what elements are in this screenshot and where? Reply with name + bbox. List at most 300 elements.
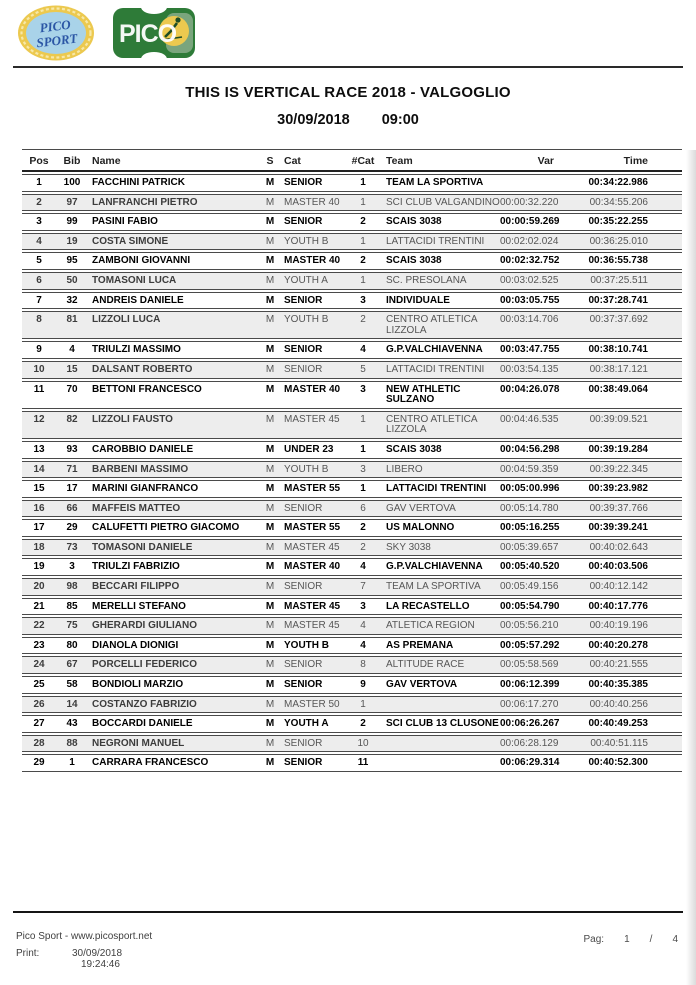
cell-category-rank: 6 [360,502,366,514]
cell-gap: 00:05:56.210 [500,620,559,632]
cell-sex: M [265,294,275,306]
cell-category-rank: 2 [360,255,366,267]
cell-position: 28 [33,737,45,749]
cell-category: YOUTH B [284,314,329,326]
cell-team: LIBERO [386,463,423,475]
cell-category-rank: 2 [360,216,366,228]
cell-gap: 00:05:57.292 [500,639,560,651]
cell-bib: 19 [66,235,78,247]
cell-time: 00:39:37.766 [589,502,648,514]
pico-sport-logo [16,4,96,62]
cell-time: 00:40:21.555 [589,659,648,671]
cell-time: 00:38:10.741 [588,344,648,356]
table-row [22,311,682,339]
cell-team: ATLETICA REGION [386,620,475,632]
logo-row [0,0,696,64]
cell-gap: 00:06:29.314 [500,757,560,769]
cell-athlete-name: COSTANZO FABRIZIO [92,698,197,710]
cell-category: UNDER 23 [284,443,334,455]
cell-team: LATTACIDI TRENTINI [386,363,485,375]
header-cell-name: Name [92,155,121,167]
cell-category: MASTER 45 [284,620,340,632]
cell-position: 9 [36,344,42,356]
cell-gap: 00:05:54.790 [500,600,560,612]
table-row [22,341,682,359]
cell-category: SENIOR [284,757,323,769]
header-cell-ncat: #Cat [351,155,375,167]
cell-category-rank: 8 [360,659,366,671]
cell-time: 00:34:22.986 [588,177,648,188]
cell-category-rank: 1 [360,413,366,425]
cell-sex: M [265,639,275,651]
cell-category: SENIOR [284,177,323,188]
cell-category: MASTER 55 [284,483,341,495]
cell-team: SKY 3038 [386,541,431,553]
cell-gap: 00:06:26.267 [500,718,560,730]
cell-athlete-name: NEGRONI MANUEL [92,737,185,749]
table-row [22,578,682,596]
cell-position: 8 [36,314,42,326]
table-row [22,480,682,498]
cell-position: 13 [33,443,45,455]
cell-bib: 17 [66,483,78,495]
cell-position: 16 [33,502,45,514]
cell-time: 00:40:02.643 [589,541,648,553]
cell-gap: 00:04:46.535 [500,413,559,425]
footer-page-total: 4 [672,934,678,945]
cell-team: ALTITUDE RACE [386,659,465,671]
cell-gap: 00:05:39.657 [500,541,559,553]
cell-team: CENTRO ATLETICA LIZZOLA [386,314,477,336]
cell-team [384,699,500,700]
cell-time: 00:39:19.284 [588,443,648,455]
cell-time: 00:39:09.521 [589,413,648,425]
footer-page-indicator [584,934,678,945]
cell-bib: 81 [66,314,78,326]
table-row [22,500,682,518]
cell-category: YOUTH A [284,274,328,286]
cell-sex: M [265,483,275,495]
race-start-time: 09:00 [381,112,419,128]
cell-sex: M [265,620,275,632]
cell-time: 00:39:22.345 [589,463,648,475]
cell-time: 00:37:37.692 [589,314,648,326]
cell-sex: M [265,196,275,208]
cell-gap: 00:05:14.780 [500,502,559,514]
cell-position: 11 [33,383,45,395]
cell-bib: 99 [66,216,78,228]
cell-category-rank: 2 [360,522,366,534]
logo-text-line2: SPORT [35,30,79,51]
cell-category-rank: 4 [360,561,366,573]
cell-athlete-name: BECCARI FILIPPO [92,581,180,593]
cell-gap: 00:02:32.752 [500,255,560,267]
pico-club-logo [112,4,196,62]
cell-athlete-name: COSTA SIMONE [92,235,169,247]
cell-category: MASTER 50 [284,698,340,710]
cell-category-rank: 1 [360,235,366,247]
cell-position: 20 [33,581,45,593]
cell-sex: M [265,502,275,514]
cell-bib: 1 [69,757,75,769]
cell-team: GAV VERTOVA [386,679,458,691]
header-cell-sex: S [266,155,274,167]
cell-bib: 43 [66,718,78,730]
cell-position: 21 [33,600,45,612]
header-cell-time: Time [623,155,648,167]
cell-sex: M [265,344,275,356]
cell-position: 2 [36,196,42,208]
cell-team: SCI CLUB 13 CLUSONE [386,718,499,730]
cell-category: MASTER 40 [284,383,341,395]
table-row [22,696,682,714]
cell-bib: 73 [66,541,78,553]
cell-bib: 50 [66,274,78,286]
cell-time: 00:40:17.776 [588,600,648,612]
footer-company: Pico Sport - www.picosport.net [16,931,153,942]
table-row [22,292,682,310]
cell-gap: 00:06:28.129 [500,737,559,749]
cell-team: SCAIS 3038 [386,216,442,228]
cell-time: 00:39:39.241 [588,522,648,534]
cell-bib: 88 [66,737,78,749]
skier-head [175,17,180,22]
footer-print-time: 19:24:46 [81,959,120,970]
table-row [22,411,682,439]
table-row [22,735,682,753]
cell-athlete-name: BONDIOLI MARZIO [92,679,184,691]
cell-category-rank: 7 [360,581,366,593]
cell-category-rank: 11 [357,757,369,769]
cell-position: 24 [33,659,45,671]
cell-gap: 00:04:26.078 [500,383,560,395]
cell-category: MASTER 45 [284,541,340,553]
cell-time: 00:40:12.142 [589,581,648,593]
cell-gap: 00:03:05.755 [500,294,560,306]
cell-position: 12 [33,413,45,425]
cell-category: SENIOR [284,581,323,593]
cell-position: 17 [33,522,45,534]
cell-category: SENIOR [284,679,323,691]
cell-sex: M [265,561,275,573]
cell-sex: M [265,737,275,749]
cell-team: NEW ATHLETIC SULZANO [386,383,461,406]
cell-gap: 00:03:14.706 [500,314,559,326]
cell-category: SENIOR [284,737,323,749]
page-title: THIS IS VERTICAL RACE 2018 - VALGOGLIO [185,84,511,101]
cell-bib: 58 [66,679,78,691]
cell-gap: 00:03:02.525 [500,274,559,286]
cell-athlete-name: MERELLI STEFANO [92,600,186,612]
cell-time: 00:36:55.738 [588,255,648,267]
footer-print-date: 30/09/2018 [72,948,123,959]
cell-athlete-name: MAFFEIS MATTEO [92,502,181,514]
cell-athlete-name: ZAMBONI GIOVANNI [92,255,191,267]
table-row [22,361,682,379]
cell-category-rank: 1 [360,483,366,495]
cell-team: SCAIS 3038 [386,255,442,267]
cell-athlete-name: LIZZOLI FAUSTO [92,413,173,425]
table-row [22,715,682,733]
footer-print-label: Print: [16,948,40,959]
cell-team [384,738,500,739]
cell-bib: 14 [66,698,78,710]
cell-category-rank: 9 [360,679,366,691]
cell-position: 29 [33,757,45,769]
cell-athlete-name: FACCHINI PATRICK [92,177,185,188]
table-header-row [22,149,682,172]
cell-bib: 80 [66,639,78,651]
cell-category-rank: 4 [360,620,366,632]
cell-gap: 00:04:56.298 [500,443,560,455]
table-row [22,174,682,192]
cell-sex: M [265,581,275,593]
table-row [22,754,682,772]
cell-category: YOUTH B [284,463,329,475]
table-row [22,272,682,290]
cell-sex: M [265,235,275,247]
cell-bib: 85 [66,600,78,612]
race-datetime [0,112,696,128]
cell-category: MASTER 45 [284,600,341,612]
cell-category-rank: 10 [357,737,369,749]
cell-sex: M [265,679,275,691]
cell-time: 00:40:51.115 [590,737,648,749]
cell-team: LATTACIDI TRENTINI [386,483,487,495]
table-row [22,461,682,479]
cell-gap: 00:04:59.359 [500,463,559,475]
cell-time: 00:35:22.255 [588,216,648,228]
cell-sex: M [265,463,275,475]
cell-position: 4 [36,235,42,247]
cell-time: 00:40:03.506 [588,561,648,573]
cell-category: SENIOR [284,344,323,356]
cell-category: SENIOR [284,502,323,514]
cell-sex: M [265,757,275,769]
cell-sex: M [265,383,275,395]
header-cell-pos: Pos [29,155,49,167]
cell-category-rank: 2 [360,541,366,553]
cell-gap: 00:02:02.024 [500,235,559,247]
cell-position: 26 [33,698,45,710]
cell-category-rank: 1 [360,698,366,710]
cell-bib: 15 [66,363,78,375]
cell-team: SC. PRESOLANA [386,274,467,286]
cell-team: LA RECASTELLO [386,600,470,612]
table-row [22,213,682,231]
cell-time: 00:40:40.256 [589,698,648,710]
cell-time: 00:40:35.385 [588,679,648,691]
cell-team: TEAM LA SPORTIVA [386,177,484,188]
footer-print-datetime [72,948,122,970]
cell-category-rank: 1 [360,196,366,208]
cell-sex: M [265,659,275,671]
cell-position: 5 [36,255,42,267]
cell-team: INDIVIDUALE [386,294,450,306]
cell-time: 00:37:25.511 [590,274,648,286]
cell-gap: 00:05:58.569 [500,659,559,671]
results-body [22,174,682,772]
cell-position: 10 [33,363,45,375]
cell-category-rank: 1 [360,274,366,286]
cell-category: MASTER 40 [284,561,341,573]
cell-position: 27 [33,718,45,730]
cell-bib: 67 [66,659,78,671]
logo-text-line1: PICO [38,16,72,36]
cell-bib: 75 [66,620,78,632]
cell-gap: 00:00:32.220 [500,196,559,208]
results-table [22,149,682,772]
table-row [22,233,682,251]
cell-bib: 71 [66,463,78,475]
cell-category-rank: 3 [360,383,366,395]
cell-athlete-name: MARINI GIANFRANCO [92,483,199,495]
cell-athlete-name: ANDREIS DANIELE [92,294,184,306]
cell-category-rank: 1 [360,177,366,188]
cell-gap: 00:03:54.135 [500,363,559,375]
cell-category-rank: 1 [360,443,366,455]
cell-gap [500,177,576,178]
cell-category: MASTER 55 [284,522,341,534]
cell-athlete-name: DIANOLA DIONIGI [92,639,179,651]
cell-bib: 29 [66,522,78,534]
cell-category: YOUTH B [284,639,329,651]
cell-category: MASTER 40 [284,196,340,208]
cell-gap: 00:06:17.270 [500,698,559,710]
cell-sex: M [265,541,275,553]
footer-page-label: Pag: [583,934,605,945]
cell-time: 00:40:20.278 [588,639,648,651]
cell-category: SENIOR [284,294,323,306]
cell-bib: 98 [66,581,78,593]
cell-position: 1 [36,177,42,188]
cell-category: SENIOR [284,363,323,375]
cell-athlete-name: CARRARA FRANCESCO [92,757,209,769]
cell-sex: M [265,600,275,612]
header-cell-var: Var [537,155,554,167]
table-row [22,617,682,635]
cell-position: 18 [33,541,45,553]
cell-time: 00:40:49.253 [588,718,648,730]
table-row [22,381,682,409]
cell-sex: M [265,522,275,534]
cell-category-rank: 3 [360,463,366,475]
cell-time: 00:37:28.741 [588,294,648,306]
cell-category: YOUTH B [284,235,329,247]
cell-bib: 100 [63,177,81,188]
cell-sex: M [265,413,275,425]
cell-team [384,757,500,758]
cell-gap: 00:06:12.399 [500,679,560,691]
page-footer [0,911,696,985]
cell-athlete-name: TOMASONI DANIELE [92,541,193,553]
cell-team: US MALONNO [386,522,455,534]
cell-athlete-name: CALUFETTI PIETRO GIACOMO [92,522,240,534]
cell-position: 7 [36,294,42,306]
cell-bib: 3 [69,561,75,573]
header-cell-cat: Cat [284,155,301,167]
cell-athlete-name: BARBENI MASSIMO [92,463,189,475]
cell-position: 3 [36,216,42,228]
race-date: 30/09/2018 [277,112,350,128]
table-row [22,194,682,212]
cell-bib: 4 [69,344,75,356]
cell-category-rank: 2 [360,314,366,326]
cell-sex: M [265,274,275,286]
cell-bib: 93 [66,443,78,455]
cell-gap: 00:03:47.755 [500,344,560,356]
cell-time: 00:38:17.121 [589,363,648,375]
cell-athlete-name: GHERARDI GIULIANO [92,620,197,632]
cell-gap: 00:05:00.996 [500,483,560,495]
cell-time: 00:38:49.064 [588,383,648,395]
cell-time: 00:36:25.010 [589,235,648,247]
header-cell-bib: Bib [63,155,81,167]
cell-bib: 70 [66,383,78,395]
cell-athlete-name: PASINI FABIO [92,216,158,228]
cell-time: 00:39:23.982 [588,483,648,495]
cell-position: 19 [33,561,45,573]
cell-sex: M [265,255,275,267]
cell-athlete-name: CAROBBIO DANIELE [92,443,194,455]
footer-page-separator: / [649,934,653,945]
table-row [22,598,682,616]
cell-team: CENTRO ATLETICA LIZZOLA [386,413,477,436]
cell-athlete-name: BOCCARDI DANIELE [92,718,193,730]
logo-club-text: PICO [119,20,177,48]
cell-athlete-name: LIZZOLI LUCA [92,314,161,326]
cell-time: 00:40:19.196 [589,620,648,632]
cell-team: SCI CLUB VALGANDINO [386,196,500,208]
cell-position: 23 [33,639,45,651]
cell-position: 22 [33,620,45,632]
table-row [22,656,682,674]
cell-gap: 00:05:40.520 [500,561,560,573]
cell-gap: 00:05:16.255 [500,522,560,534]
table-row [22,637,682,655]
table-row [22,676,682,694]
cell-team: G.P.VALCHIAVENNA [386,344,483,356]
cell-sex: M [265,718,275,730]
cell-category-rank: 4 [360,639,366,651]
cell-category: YOUTH A [284,718,329,730]
cell-time: 00:40:52.300 [588,757,648,769]
footer-divider [13,911,683,913]
footer-page-current: 1 [624,934,630,945]
cell-team: SCAIS 3038 [386,443,442,455]
cell-sex: M [265,698,275,710]
cell-category-rank: 2 [360,718,366,730]
cell-category: SENIOR [284,659,323,671]
cell-athlete-name: BETTONI FRANCESCO [92,383,202,395]
cell-athlete-name: TRIULZI FABRIZIO [92,561,180,573]
cell-bib: 82 [66,413,78,425]
cell-athlete-name: TRIULZI MASSIMO [92,344,181,356]
cell-category-rank: 3 [360,294,366,306]
cell-team: AS PREMANA [386,639,454,651]
cell-athlete-name: DALSANT ROBERTO [92,363,193,375]
cell-sex: M [265,177,275,188]
cell-team: LATTACIDI TRENTINI [386,235,485,247]
table-row [22,539,682,557]
cell-sex: M [265,216,275,228]
cell-team: GAV VERTOVA [386,502,456,514]
cell-position: 25 [33,679,45,691]
table-row [22,441,682,459]
header-cell-team: Team [386,155,413,167]
cell-category: MASTER 40 [284,255,341,267]
cell-category: SENIOR [284,216,323,228]
